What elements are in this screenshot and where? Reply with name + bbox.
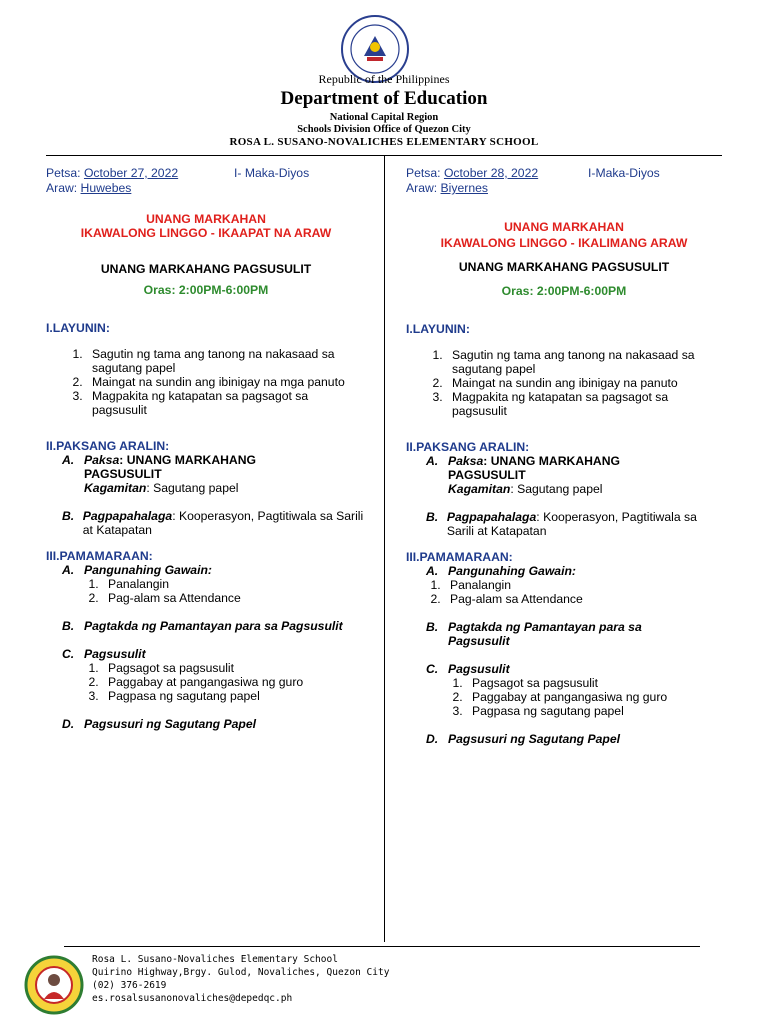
kagamitan-value: : Sagutang papel (510, 482, 603, 496)
araw-label: Araw: (46, 181, 78, 195)
footer-email: es.rosalsusanonovaliches@depedqc.ph (92, 993, 293, 1004)
paksa-value: : UNANG MARKAHANG PAGSUSULIT (84, 453, 257, 481)
araw-value: Huwebes (80, 181, 132, 195)
petsa-label: Petsa: (46, 166, 81, 180)
paksa-value: : UNANG MARKAHANG PAGSUSULIT (448, 454, 621, 482)
footer-school: Rosa L. Susano-Novaliches Elementary School (92, 954, 338, 965)
layunin-list (406, 348, 722, 418)
list-item: 2. Paggabay at pangangasiwa ng guro (102, 675, 366, 689)
pagsusuri: Pagsusuri ng Sagutang Papel (84, 717, 257, 731)
republic-line: Republic of the Philippines (318, 72, 450, 86)
pagpapahalaga-value: : Kooperasyon, Pagtitiwala sa Sarili at Katapatan (446, 510, 697, 538)
list-item: 2. Maingat na sundin ang ibinigay na mga panuto (86, 375, 366, 389)
list-item: 2. Pag-alam sa Attendance (444, 592, 722, 606)
list-item: 1. Pagsagot sa pagsusulit (466, 676, 722, 690)
pagsusulit-c: Pagsusulit (84, 647, 146, 661)
petsa-value: October 28, 2022 (443, 166, 539, 180)
list-item: 2. Paggabay at pangangasiwa ng guro (466, 690, 722, 704)
list-item: 1. Sagutin ng tama ang tanong na nakasaad sa sagutang papel (446, 348, 722, 376)
pd-label: D. (62, 717, 75, 731)
petsa-label: Petsa: (406, 166, 441, 180)
pangunahing-list (62, 577, 366, 605)
pa-label: A. (62, 563, 75, 577)
footer-text (92, 953, 389, 1005)
school-name: ROSA L. SUSANO-NOVALICHES ELEMENTARY SCHOOL (229, 136, 539, 148)
column-divider (384, 156, 385, 942)
pb-label: B. (426, 620, 439, 634)
pangunahing-list (426, 578, 722, 606)
layunin-list (46, 347, 366, 417)
pagsusulit-c: Pagsusulit (448, 662, 510, 676)
maka-diyos: I-Maka-Diyos (588, 166, 660, 180)
pagsusulit-list (62, 661, 366, 703)
oras-line: Oras: 2:00PM-6:00PM (143, 283, 269, 297)
pangunahing-gawain: Pangunahing Gawain: (84, 563, 212, 577)
pamamaraan-heading: III.PAMAMARAAN: (406, 550, 513, 564)
pagsusuri: Pagsusuri ng Sagutang Papel (448, 732, 621, 746)
department-title: Department of Education (280, 88, 488, 109)
markahan-title: UNANG MARKAHAN (504, 220, 624, 234)
pagsusulit-list (426, 676, 722, 718)
layunin-heading: I.LAYUNIN: (406, 322, 470, 336)
pagpapahalaga-value: : Kooperasyon, Pagtitiwala sa Sarili at Katapatan (82, 509, 364, 537)
pb-label: B. (62, 619, 75, 633)
pd-label: D. (426, 732, 439, 746)
list-item: 2. Pag-alam sa Attendance (102, 591, 366, 605)
paksa-label: Paksa (448, 454, 484, 468)
linggo-title: IKAWALONG LINGGO - IKALIMANG ARAW (440, 236, 688, 250)
list-item: 3. Pagpasa ng sagutang papel (102, 689, 366, 703)
maka-diyos: I- Maka-Diyos (234, 166, 310, 180)
footer-address: Quirino Highway,Brgy. Gulod, Novaliches, Quezon City (92, 967, 390, 978)
linggo-title: IKAWALONG LINGGO - IKAAPAT NA ARAW (80, 226, 332, 240)
pa-label: A. (426, 564, 439, 578)
pc-label: C. (426, 662, 439, 676)
pagpapahalaga-label: Pagpapahalaga (446, 510, 537, 524)
list-item: 1. Pagsagot sa pagsusulit (102, 661, 366, 675)
region-line: National Capital Region (329, 112, 439, 123)
paksa-label: Paksa (84, 453, 120, 467)
pc-label: C. (62, 647, 75, 661)
layunin-heading: I.LAYUNIN: (46, 321, 110, 335)
list-item: 1. Sagutin ng tama ang tanong na nakasaad sa sagutang papel (86, 347, 366, 375)
school-logo (24, 955, 84, 1015)
pamamaraan-heading: III.PAMAMARAAN: (46, 549, 153, 563)
list-item: 2. Maingat na sundin ang ibinigay na panuto (446, 376, 722, 390)
list-item: 1. Panalangin (444, 578, 722, 592)
kagamitan-value: : Sagutang papel (146, 481, 239, 495)
b-label: B. (62, 509, 75, 523)
pagpapahalaga-label: Pagpapahalaga (82, 509, 173, 523)
paksang-heading: II.PAKSANG ARALIN: (46, 439, 170, 453)
pagtakda: Pagtakda ng Pamantayan para sa Pagsusulit (448, 620, 642, 648)
pagsusulit-title: UNANG MARKAHANG PAGSUSULIT (100, 262, 312, 276)
kagamitan-label: Kagamitan (84, 481, 147, 495)
a-label: A. (62, 453, 75, 467)
paksang-heading: II.PAKSANG ARALIN: (406, 440, 530, 454)
petsa-value: October 27, 2022 (83, 166, 179, 180)
list-item: 1. Panalangin (102, 577, 366, 591)
right-column (406, 166, 722, 746)
footer-phone: (02) 376-2619 (92, 980, 167, 991)
list-item: 3. Magpakita ng katapatan sa pagsagot sa pagsusulit (446, 390, 722, 418)
footer-divider (64, 946, 700, 947)
pagtakda: Pagtakda ng Pamantayan para sa Pagsusulit (84, 619, 343, 633)
araw-value: Biyernes (440, 181, 488, 195)
markahan-title: UNANG MARKAHAN (146, 212, 266, 226)
pagsusulit-title: UNANG MARKAHANG PAGSUSULIT (458, 260, 670, 274)
b-label: B. (426, 510, 439, 524)
list-item: 3. Magpakita ng katapatan sa pagsagot sa pagsusulit (86, 389, 366, 417)
kagamitan-label: Kagamitan (448, 482, 511, 496)
pangunahing-gawain: Pangunahing Gawain: (448, 564, 576, 578)
division-line: Schools Division Office of Quezon City (297, 124, 471, 135)
a-label: A. (426, 454, 439, 468)
left-column (46, 166, 366, 731)
araw-label: Araw: (406, 181, 438, 195)
oras-line: Oras: 2:00PM-6:00PM (501, 284, 627, 298)
list-item: 3. Pagpasa ng sagutang papel (466, 704, 722, 718)
